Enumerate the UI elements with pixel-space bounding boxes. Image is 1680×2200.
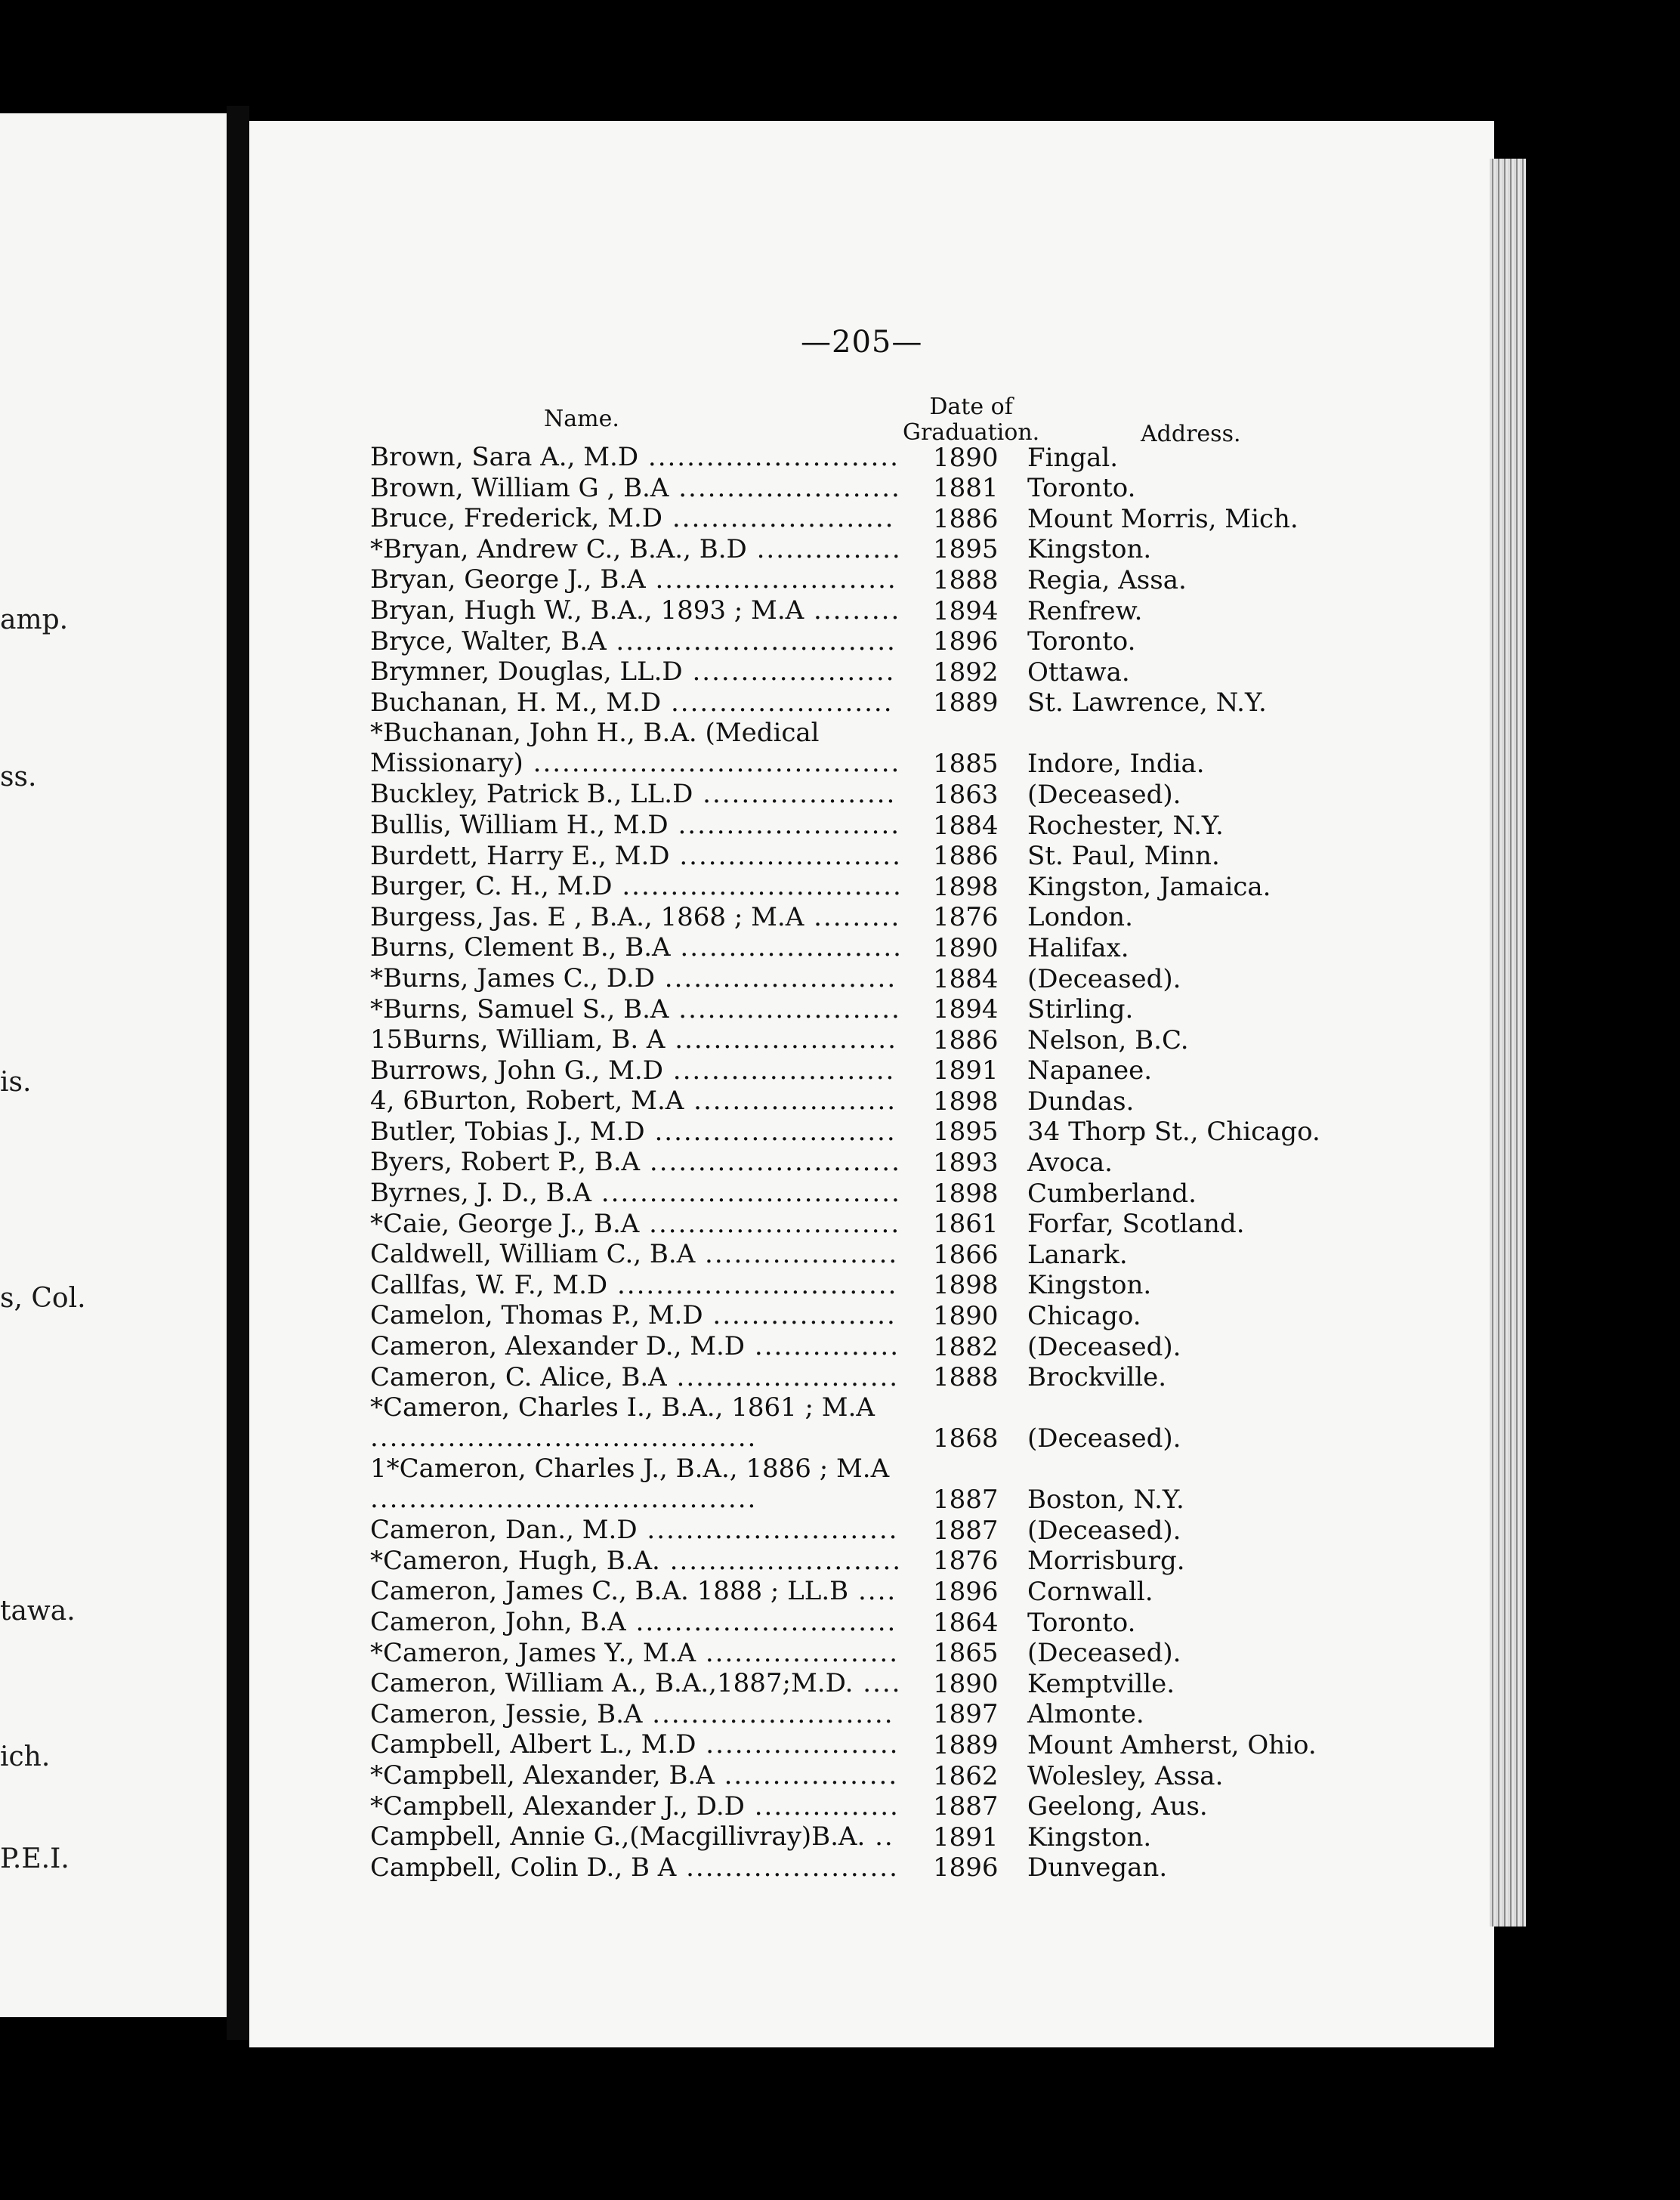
graduate-name — [370, 1270, 903, 1300]
book-gutter — [227, 106, 249, 2040]
graduate-name — [370, 688, 903, 718]
dot-leader: ......................... — [645, 564, 897, 595]
dot-leader: ....................... — [668, 809, 901, 840]
left-page-fragment: amp. — [0, 604, 69, 635]
dot-leader: ........................................ — [370, 1423, 758, 1454]
list-item — [370, 1576, 1352, 1607]
graduation-year: 1863 — [933, 779, 999, 810]
dot-leader: ...................... — [676, 1852, 899, 1883]
page-number: —205— — [801, 325, 923, 360]
graduate-name-text: Cameron, James C., B.A. 1888 ; LL.B — [370, 1576, 849, 1607]
graduate-address: (Deceased). — [1027, 1423, 1181, 1454]
graduate-name — [370, 1086, 903, 1116]
graduate-name — [370, 718, 903, 778]
graduate-name-text: Burger, C. H., M.D — [370, 871, 613, 902]
graduate-list — [370, 442, 1352, 1883]
graduate-address: Cornwall. — [1027, 1577, 1153, 1607]
graduation-year: 1886 — [933, 841, 999, 872]
dot-leader: ....................... — [670, 932, 903, 963]
dot-leader: ................... — [703, 1300, 897, 1331]
graduate-name-text: Campbell, Albert L., M.D — [370, 1729, 696, 1760]
graduate-name — [370, 657, 903, 687]
graduate-name-text: Callfas, W. F., M.D — [370, 1269, 608, 1300]
dot-leader: ........................................ — [370, 1484, 758, 1515]
list-item — [370, 1117, 1352, 1148]
left-page-fragment: ss. — [0, 762, 37, 793]
graduate-name — [370, 1239, 903, 1269]
graduation-year: 1881 — [933, 473, 999, 504]
graduate-name-text: Campbell, Annie G.,(Macgillivray)B.A. — [370, 1821, 866, 1852]
dot-leader: .......................... — [640, 1147, 901, 1178]
graduate-name-text: Caldwell, William C., B.A — [370, 1239, 696, 1270]
list-item — [370, 626, 1352, 657]
graduation-year: 1887 — [933, 1485, 999, 1516]
dot-leader: ....................... — [662, 1055, 896, 1086]
list-item — [370, 1760, 1352, 1791]
left-page-fragment: P.E.I. — [0, 1843, 69, 1874]
graduate-address: (Deceased). — [1027, 1331, 1181, 1362]
list-item — [370, 963, 1352, 994]
dot-leader: ........................... — [625, 1607, 897, 1637]
graduate-name-text: 4, 6Burton, Robert, M.A — [370, 1086, 684, 1117]
list-item — [370, 1515, 1352, 1546]
graduation-year: 1890 — [933, 442, 999, 473]
list-item — [370, 1668, 1352, 1699]
graduate-address: Forfar, Scotland. — [1027, 1209, 1245, 1240]
dot-leader: .................... — [696, 1729, 900, 1760]
graduate-name — [370, 1392, 903, 1453]
graduation-year: 1868 — [933, 1423, 999, 1454]
graduate-name-text: Bryan, Hugh W., B.A., 1893 ; M.A — [370, 595, 804, 626]
dot-leader: ....................... — [665, 1024, 897, 1055]
graduate-address: Nelson, B.C. — [1027, 1024, 1189, 1055]
graduation-year: 1861 — [933, 1209, 999, 1240]
graduate-address: Lanark. — [1027, 1239, 1128, 1270]
graduate-address: Kingston. — [1027, 1821, 1152, 1852]
dot-leader: ...................................... — [523, 748, 901, 779]
graduate-name-text: Burns, Clement B., B.A — [370, 932, 671, 963]
list-item — [370, 779, 1352, 810]
column-header-name: Name. — [544, 406, 619, 432]
graduate-name — [370, 1515, 903, 1545]
graduate-name — [370, 932, 903, 962]
list-item — [370, 994, 1352, 1025]
graduate-address: Napanee. — [1027, 1055, 1153, 1086]
list-item — [370, 1821, 1352, 1852]
graduate-name — [370, 1852, 903, 1883]
graduate-name-text: 1*Cameron, Charles J., B.A., 1886 ; M.A — [370, 1454, 890, 1485]
list-item — [370, 1055, 1352, 1086]
graduation-year: 1876 — [933, 1546, 999, 1577]
dot-leader: ....................... — [669, 840, 902, 871]
graduate-name — [370, 595, 903, 626]
graduate-name-text: Cameron, C. Alice, B.A — [370, 1361, 667, 1392]
graduate-address: Dundas. — [1027, 1086, 1135, 1117]
graduation-year: 1897 — [933, 1699, 999, 1730]
graduate-name — [370, 1454, 903, 1514]
list-item — [370, 841, 1352, 872]
graduate-name — [370, 1638, 903, 1668]
graduation-year: 1894 — [933, 595, 999, 626]
graduate-name-text: Camelon, Thomas P., M.D — [370, 1300, 703, 1331]
graduate-name — [370, 1117, 903, 1147]
graduate-name-text: *Campbell, Alexander J., D.D — [370, 1791, 745, 1821]
list-item — [370, 1362, 1352, 1393]
graduate-name-text: Bryan, George J., B.A — [370, 564, 646, 595]
column-header-date-line2: Graduation. — [903, 419, 1040, 446]
graduate-address: St. Paul, Minn. — [1027, 841, 1220, 872]
graduation-year: 1894 — [933, 994, 999, 1025]
graduate-name-text: Butler, Tobias J., M.D — [370, 1116, 645, 1147]
graduate-name-text: Bullis, William H., M.D — [370, 809, 669, 840]
graduation-year: 1898 — [933, 1086, 999, 1117]
dot-leader: ......................... — [642, 1698, 894, 1729]
graduate-address: London. — [1027, 902, 1133, 933]
list-item — [370, 1178, 1352, 1209]
graduation-year: 1876 — [933, 902, 999, 933]
list-item — [370, 1239, 1352, 1270]
graduate-name-text: Brymner, Douglas, LL.D — [370, 657, 683, 688]
graduation-year: 1896 — [933, 626, 999, 657]
dot-leader: ............................... — [591, 1178, 901, 1209]
graduate-address: St. Lawrence, N.Y. — [1027, 688, 1267, 718]
graduation-year: 1890 — [933, 932, 999, 963]
graduate-address: (Deceased). — [1027, 1515, 1181, 1546]
graduate-name-text: *Cameron, Charles I., B.A., 1861 ; M.A — [370, 1392, 875, 1423]
graduation-year: 1888 — [933, 1362, 999, 1393]
graduate-name-text: Cameron, William A., B.A.,1887;M.D. — [370, 1668, 854, 1699]
graduate-name — [370, 902, 903, 932]
graduate-name-text: 15Burns, William, B. A — [370, 1024, 666, 1055]
graduate-name-text: Burgess, Jas. E , B.A., 1868 ; M.A — [370, 901, 804, 932]
graduate-name — [370, 1699, 903, 1729]
graduate-address: Mount Amherst, Ohio. — [1027, 1729, 1317, 1760]
list-item — [370, 1209, 1352, 1240]
graduate-address: Kingston, Jamaica. — [1027, 871, 1271, 902]
graduate-address: Dunvegan. — [1027, 1852, 1168, 1883]
graduate-address: Rochester, N.Y. — [1027, 810, 1224, 841]
list-item — [370, 595, 1352, 626]
left-page-fragment: tawa. — [0, 1596, 76, 1627]
dot-leader: ....................... — [666, 1361, 900, 1392]
graduate-name — [370, 1209, 903, 1239]
graduate-name-text: *Cameron, Hugh, B.A. — [370, 1545, 660, 1576]
graduation-year: 1889 — [933, 1729, 999, 1760]
dot-leader: ....................... — [669, 472, 901, 503]
graduate-name — [370, 1147, 903, 1177]
dot-leader: .... — [848, 1576, 897, 1607]
list-item — [370, 688, 1352, 718]
graduation-year: 1891 — [933, 1821, 999, 1852]
graduation-year: 1890 — [933, 1301, 999, 1332]
graduate-name — [370, 1576, 903, 1606]
list-item — [370, 718, 1352, 779]
list-item — [370, 564, 1352, 595]
graduate-name — [370, 1546, 903, 1576]
graduation-year: 1866 — [933, 1239, 999, 1270]
dot-leader: ......................... — [644, 1116, 897, 1147]
column-header-date — [903, 394, 1039, 446]
graduation-year: 1898 — [933, 1270, 999, 1301]
graduation-year: 1887 — [933, 1791, 999, 1822]
graduation-year: 1884 — [933, 810, 999, 841]
graduation-year: 1886 — [933, 1024, 999, 1055]
graduate-name-text: Cameron, Dan., M.D — [370, 1515, 638, 1546]
list-item — [370, 473, 1352, 504]
graduate-name-text: *Bryan, Andrew C., B.A., B.D — [370, 533, 747, 564]
dot-leader: ............... — [745, 1331, 900, 1362]
dot-leader: .................... — [696, 1637, 900, 1668]
dot-leader: ....................... — [662, 503, 895, 534]
graduate-address: Fingal. — [1027, 442, 1119, 473]
graduation-year: 1892 — [933, 657, 999, 688]
graduate-name-text: Buchanan, H. M., M.D — [370, 687, 662, 718]
graduate-name-text: Campbell, Colin D., B A — [370, 1852, 677, 1883]
graduation-year: 1886 — [933, 503, 999, 534]
graduate-name — [370, 564, 903, 595]
list-item — [370, 1729, 1352, 1760]
graduate-name-text: *Campbell, Alexander, B.A — [370, 1760, 715, 1791]
dot-leader: .................. — [714, 1760, 899, 1791]
graduate-address: Stirling. — [1027, 994, 1134, 1025]
graduate-name — [370, 503, 903, 533]
list-item — [370, 1147, 1352, 1178]
graduate-name — [370, 442, 903, 472]
dot-leader: ..................... — [682, 657, 896, 688]
dot-leader: ............................. — [612, 871, 903, 902]
list-item — [370, 1270, 1352, 1301]
graduate-name — [370, 534, 903, 564]
graduate-name-text: Bruce, Frederick, M.D — [370, 503, 663, 534]
list-item — [370, 1546, 1352, 1577]
graduate-name — [370, 994, 903, 1024]
dot-leader: .................... — [693, 779, 897, 810]
graduate-name-text: *Caie, George J., B.A — [370, 1208, 640, 1239]
list-item — [370, 1607, 1352, 1638]
graduate-name — [370, 1024, 903, 1055]
left-page-fragment: s, Col. — [0, 1283, 86, 1314]
dot-leader: .... — [853, 1668, 902, 1699]
graduate-address: Ottawa. — [1027, 657, 1130, 688]
graduation-year: 1862 — [933, 1760, 999, 1791]
list-item — [370, 657, 1352, 688]
graduate-name-text: *Cameron, James Y., M.A — [370, 1637, 696, 1668]
graduate-name-text: Brown, Sara A., M.D — [370, 442, 639, 472]
list-item — [370, 1392, 1352, 1454]
graduate-address: Mount Morris, Mich. — [1027, 503, 1299, 534]
graduation-year: 1864 — [933, 1607, 999, 1638]
list-item — [370, 932, 1352, 963]
graduate-address: Halifax. — [1027, 932, 1129, 963]
graduate-name — [370, 1668, 903, 1698]
graduate-address: Almonte. — [1027, 1699, 1144, 1730]
graduate-address: Toronto. — [1027, 473, 1136, 504]
dot-leader: ............... — [744, 1791, 900, 1821]
column-header-address: Address. — [1141, 421, 1241, 447]
dot-leader: ..................... — [684, 1086, 897, 1117]
graduate-name — [370, 1362, 903, 1392]
graduation-year: 1891 — [933, 1055, 999, 1086]
graduation-year: 1895 — [933, 534, 999, 565]
dot-leader: .. — [865, 1821, 894, 1852]
graduate-name-text: Bryce, Walter, B.A — [370, 626, 607, 657]
graduate-address: Toronto. — [1027, 626, 1136, 657]
graduate-name — [370, 841, 903, 871]
graduation-year: 1895 — [933, 1117, 999, 1148]
graduation-year: 1888 — [933, 564, 999, 595]
list-item — [370, 1086, 1352, 1117]
graduate-name-text: *Buchanan, John H., B.A. (Medical Missionary) — [370, 718, 820, 779]
list-item — [370, 1852, 1352, 1883]
graduate-address: (Deceased). — [1027, 1638, 1181, 1669]
graduate-address: Kingston. — [1027, 1270, 1152, 1301]
list-item — [370, 1024, 1352, 1055]
graduation-year: 1884 — [933, 963, 999, 994]
list-item — [370, 1454, 1352, 1515]
graduate-address: Kemptville. — [1027, 1668, 1175, 1699]
graduate-name — [370, 626, 903, 657]
list-item — [370, 534, 1352, 565]
graduate-name-text: Cameron, John, B.A — [370, 1607, 626, 1637]
graduate-name-text: Byrnes, J. D., B.A — [370, 1178, 591, 1209]
graduate-address: Boston, N.Y. — [1027, 1485, 1184, 1516]
graduation-year: 1898 — [933, 871, 999, 902]
graduation-year: 1887 — [933, 1515, 999, 1546]
list-item — [370, 503, 1352, 534]
graduation-year: 1896 — [933, 1577, 999, 1607]
dot-leader: ........................ — [659, 1545, 903, 1576]
graduate-name — [370, 473, 903, 503]
graduate-name-text: Cameron, Alexander D., M.D — [370, 1331, 746, 1362]
dot-leader: .................... — [695, 1239, 899, 1270]
graduation-year: 1865 — [933, 1638, 999, 1669]
dot-leader: ......... — [804, 595, 901, 626]
graduate-address: (Deceased). — [1027, 963, 1181, 994]
graduate-name-text: Cameron, Jessie, B.A — [370, 1698, 643, 1729]
dot-leader: ....................... — [661, 687, 894, 718]
graduate-name — [370, 810, 903, 840]
graduate-name — [370, 1055, 903, 1086]
list-item — [370, 1791, 1352, 1822]
graduate-name — [370, 871, 903, 901]
graduation-year: 1889 — [933, 688, 999, 718]
page-edges — [1490, 159, 1526, 1927]
list-item — [370, 1331, 1352, 1362]
graduation-year: 1890 — [933, 1668, 999, 1699]
graduate-name-text: Buckley, Patrick B., LL.D — [370, 779, 693, 810]
graduate-address: Chicago. — [1027, 1301, 1141, 1332]
graduate-address: Toronto. — [1027, 1607, 1136, 1638]
graduate-name-text: *Burns, James C., D.D — [370, 962, 655, 993]
graduate-address: Regia, Assa. — [1027, 564, 1187, 595]
graduation-year: 1885 — [933, 749, 999, 780]
graduate-name-text: Burrows, John G., M.D — [370, 1055, 663, 1086]
dot-leader: ............... — [746, 533, 902, 564]
list-item — [370, 1300, 1352, 1331]
list-item — [370, 442, 1352, 473]
left-page-fragment: ich. — [0, 1741, 51, 1772]
dot-leader: ............................. — [606, 626, 897, 657]
graduate-name — [370, 1331, 903, 1361]
dot-leader: .......................... — [639, 1208, 901, 1239]
list-item — [370, 871, 1352, 902]
graduate-name — [370, 1607, 903, 1637]
graduation-year: 1898 — [933, 1178, 999, 1209]
graduate-name-text: *Burns, Samuel S., B.A — [370, 993, 669, 1024]
graduation-year: 1882 — [933, 1331, 999, 1362]
graduate-name-text: Brown, William G , B.A — [370, 472, 669, 503]
left-page-fragment: is. — [0, 1067, 32, 1098]
graduate-name — [370, 1821, 903, 1852]
column-header-date-line1: Date of — [929, 394, 1013, 420]
list-item — [370, 1638, 1352, 1669]
graduate-name — [370, 963, 903, 993]
graduate-name-text: Burdett, Harry E., M.D — [370, 840, 670, 871]
dot-leader: .......................... — [638, 442, 900, 472]
dot-leader: .......................... — [637, 1515, 899, 1546]
graduate-address: Brockville. — [1027, 1362, 1167, 1393]
graduate-address: Morrisburg. — [1027, 1546, 1185, 1577]
dot-leader: ....................... — [669, 993, 901, 1024]
graduate-address: Wolesley, Assa. — [1027, 1760, 1224, 1791]
graduation-year: 1896 — [933, 1852, 999, 1883]
dot-leader: ............................. — [607, 1269, 898, 1300]
graduate-address: Renfrew. — [1027, 595, 1143, 626]
graduate-name — [370, 1729, 903, 1760]
list-item — [370, 902, 1352, 933]
graduate-name — [370, 1791, 903, 1821]
graduate-address: Kingston. — [1027, 534, 1152, 565]
graduate-address: Indore, India. — [1027, 749, 1205, 780]
graduate-address: Geelong, Aus. — [1027, 1791, 1208, 1822]
dot-leader: ......... — [804, 901, 901, 932]
graduate-name — [370, 779, 903, 809]
dot-leader: ........................ — [654, 962, 897, 993]
graduate-name — [370, 1760, 903, 1791]
graduate-address: Cumberland. — [1027, 1178, 1197, 1209]
list-item — [370, 810, 1352, 841]
graduate-address: Avoca. — [1027, 1148, 1113, 1179]
graduate-name — [370, 1178, 903, 1208]
list-item — [370, 1699, 1352, 1730]
graduate-name — [370, 1300, 903, 1330]
graduate-address: 34 Thorp St., Chicago. — [1027, 1117, 1320, 1148]
left-page — [0, 113, 227, 2017]
graduate-name-text: Byers, Robert P., B.A — [370, 1147, 641, 1178]
graduate-address: (Deceased). — [1027, 779, 1181, 810]
graduation-year: 1893 — [933, 1148, 999, 1179]
